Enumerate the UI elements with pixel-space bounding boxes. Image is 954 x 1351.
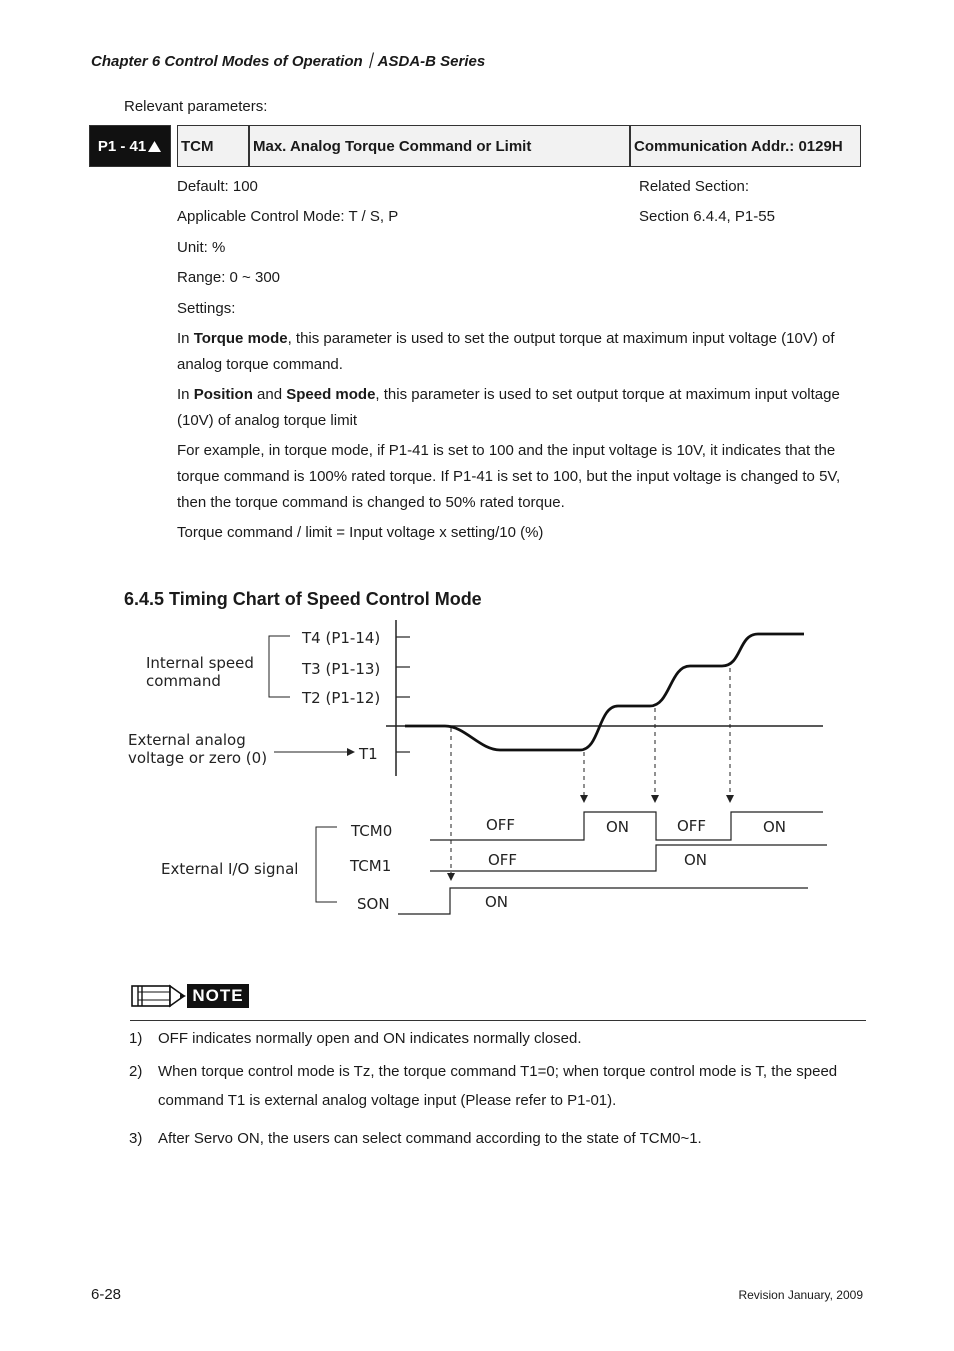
default-value: Default: 100: [177, 178, 258, 195]
related-section-value: Section 6.4.4, P1-55: [639, 208, 775, 225]
tcm1-off: OFF: [488, 851, 518, 869]
section-title: 6.4.5 Timing Chart of Speed Control Mode: [124, 589, 482, 609]
tcm0-off-2: OFF: [677, 817, 707, 835]
timing-chart: [0, 610, 954, 930]
torque-mode-paragraph: In Torque mode, this parameter is used to set the output torque at maximum input voltage (10V) of analog torque command.: [177, 330, 835, 373]
control-mode: Applicable Control Mode: T / S, P: [177, 208, 399, 225]
param-id-cell: [89, 125, 171, 167]
t4-label: T4 (P1-14): [302, 629, 381, 647]
position-speed-paragraph: In Position and Speed mode, this parameter is used to set output torque at maximum input voltage (10V) of analog torque limit: [177, 386, 840, 429]
external-analog-label-2: voltage or zero (0): [128, 749, 268, 767]
note-label: NOTE: [187, 984, 249, 1008]
speed-curve: [405, 634, 804, 750]
tcm1-label: TCM1: [350, 857, 392, 875]
tcm0-on-2: ON: [763, 818, 787, 836]
settings-label: Settings:: [177, 300, 236, 317]
param-name-cell: Max. Analog Torque Command or Limit: [249, 125, 630, 167]
internal-speed-bracket: [269, 636, 290, 697]
param-addr-cell: Communication Addr.: 0129H: [630, 125, 861, 167]
unit: Unit: %: [177, 239, 226, 256]
param-id: P1 - 41: [97, 137, 147, 155]
formula: Torque command / limit = Input voltage x setting/10 (%): [177, 524, 544, 541]
page-number: 6-28: [91, 1286, 122, 1303]
range: Range: 0 ~ 300: [177, 269, 281, 286]
relevant-parameters-label: Relevant parameters:: [124, 98, 268, 115]
internal-speed-label-1: Internal speed: [146, 654, 254, 672]
son-label: SON: [357, 895, 390, 913]
tcm0-label: TCM0: [351, 822, 393, 840]
external-io-label: External I/O signal: [161, 860, 299, 878]
t2-label: T2 (P1-12): [302, 689, 381, 707]
tcm0-on-1: ON: [606, 818, 630, 836]
parameter-table: [89, 125, 861, 167]
t3-label: T3 (P1-13): [302, 660, 381, 678]
param-code-cell: TCM: [177, 125, 249, 167]
tcm1-on: ON: [684, 851, 708, 869]
son-on: ON: [485, 893, 509, 911]
internal-speed-label-2: command: [146, 672, 221, 690]
pencil-icon: [130, 982, 188, 1010]
chapter-header: Chapter 6 Control Modes of Operation｜ASDA-B Series: [91, 53, 486, 70]
note-divider: [130, 1020, 866, 1021]
t1-label: T1: [359, 745, 378, 763]
external-analog-label-1: External analog: [128, 731, 246, 749]
related-section-label: Related Section:: [639, 178, 750, 195]
io-bracket: [316, 827, 337, 902]
example-paragraph: For example, in torque mode, if P1-41 is set to 100 and the input voltage is 10V, it indicates that the torque command is 100% rated torque. If P1-41 is set to 100, but the input voltage is changed to 5V, then the torque command is changed to 50% rated torque.: [177, 442, 841, 511]
note-badge: [130, 982, 250, 1010]
revision-date: Revision January, 2009: [738, 1288, 863, 1302]
tcm0-off-1: OFF: [486, 816, 516, 834]
triangle-up-icon: [147, 140, 162, 153]
son-waveform: [398, 888, 808, 914]
